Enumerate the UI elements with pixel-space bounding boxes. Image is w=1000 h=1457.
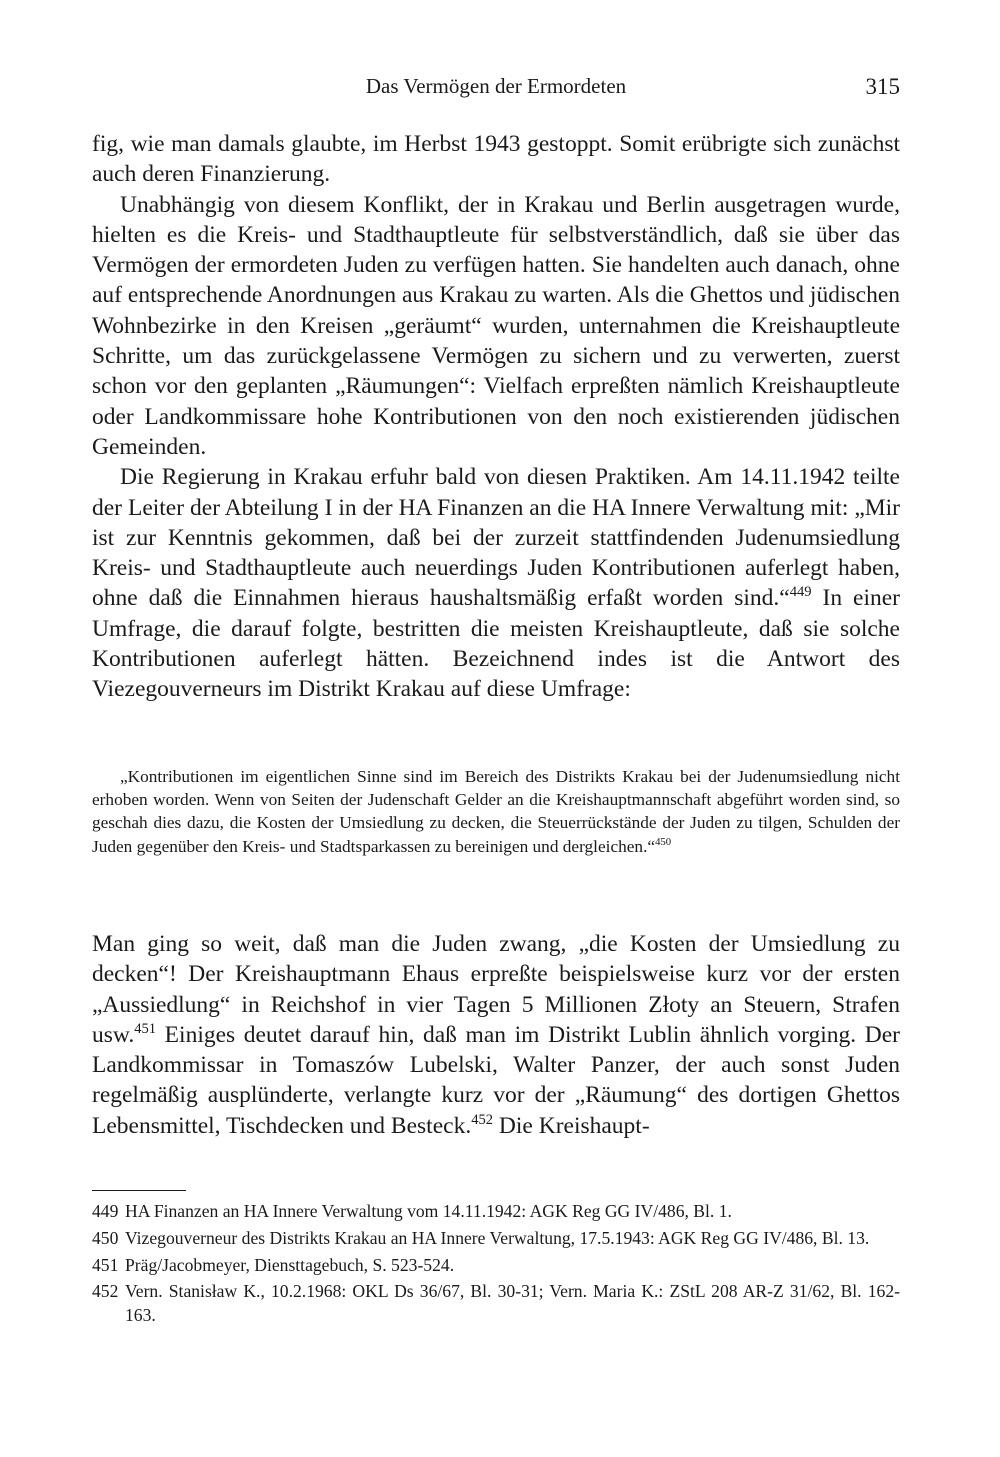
- page-header: [92, 74, 900, 104]
- footnote-ref-449: 449: [789, 584, 812, 601]
- footnote-number: 452: [92, 1281, 119, 1302]
- page-number: 315: [865, 74, 900, 99]
- paragraph-text-part: Man ging so weit, daß man die Juden zwang, „die Kosten der Umsiedlung zu decken“! Der Kreishauptmann Ehaus erpreßte beispielsweise kurz vor der ersten „Aussiedlung“ in Reichshof in vier Tagen 5 Millionen Złoty an Steuern, Strafen usw.: [92, 931, 900, 1048]
- footnotes: [92, 1200, 900, 1331]
- paragraph-text-part: Die Regierung in Krakau erfuhr bald von diesen Praktiken. Am 14.11.1942 teilte der Leiter der Abteilung I in der HA Finanzen an die HA Innere Verwaltung mit: „Mir ist zur Kenntnis gekommen, daß bei der zurzeit stattfindenden Judenumsiedlung Kreis- und Stadthauptleute auch neuerdings Juden Kontributionen auferlegt haben, ohne daß die Einnahmen hieraus haushaltsmäßig erfaßt worden sind.“: [92, 464, 900, 612]
- footnote-ref-452: 452: [471, 1111, 494, 1128]
- footnote-divider: [92, 1190, 186, 1191]
- footnote-text: Vizegouverneur des Distrikts Krakau an HA Innere Verwaltung, 17.5.1943: AGK Reg GG IV/486, Bl. 13.: [125, 1227, 870, 1248]
- block-quote: [92, 765, 900, 858]
- paragraph-text-part: In einer Umfrage, die darauf folgte, bestritten die meisten Kreishauptleute, daß sie solche Kontributionen auferlegt hätten. Bezeichnend indes ist die Antwort des Viezegouverneurs im Distrikt Krakau auf diese Umfrage:: [92, 585, 900, 703]
- footnote-ref-450: 450: [655, 835, 672, 848]
- footnote-number: 449: [92, 1201, 119, 1221]
- footnote-ref-451: 451: [134, 1021, 157, 1038]
- footnote-449: [92, 1200, 900, 1224]
- paragraph-krakau-government: [92, 462, 900, 704]
- footnote-452: [92, 1280, 900, 1328]
- paragraph-conflict: Unabhängig von diesem Konflikt, der in Krakau und Berlin ausgetragen wurde, hielten es die Kreis- und Stadthauptleute für selbstverständlich, daß sie über das Vermögen der ermordeten Juden zu verfügen hatten. Sie handelten auch danach, ohne auf entsprechende Anordnungen aus Krakau zu warten. Als die Ghettos und jüdischen Wohnbezirke in den Kreisen „geräumt“ wurden, unternahmen die Kreishauptleute Schritte, um das zurückgelassene Vermögen zu sichern und zu verwerten, zuerst schon vor den geplanten „Räumungen“: Vielfach erpreßten nämlich Kreishauptleute oder Landkommissare hohe Kontributionen von den noch existierenden jüdischen Gemeinden.: [92, 191, 900, 460]
- footnote-450: [92, 1227, 900, 1251]
- main-text-block-2: [92, 929, 900, 1141]
- quote-body: „Kontributionen im eigentlichen Sinne sind im Bereich des Distrikts Krakau bei der Judenumsiedlung nicht erhoben worden. Wenn von Seiten der Judenschaft Gelder an die Kreishauptmannschaft abgeführt worden sind, so geschah dies dazu, die Kosten der Umsiedlung zu decken, die Steuerrückstände der Juden zu tilgen, Schulden der Juden gegenüber den Kreis- und Stadtsparkassen zu bereinigen und dergleichen.“: [92, 767, 900, 856]
- paragraph-text-part: Einiges deutet darauf hin, daß man im Distrikt Lublin ähnlich vorging. Der Landkommissar in Tomaszów Lubelski, Walter Panzer, der auch sonst Juden regelmäßig ausplünderte, verlangte kurz vor der „Räumung“ des dortigen Ghettos Lebensmittel, Tischdecken und Besteck.: [92, 1021, 900, 1139]
- main-text-block-1: [92, 129, 900, 705]
- footnote-text: Vern. Stanisław K., 10.2.1968: OKL Ds 36/67, Bl. 30-31; Vern. Maria K.: ZStL 208 AR-Z 31/62, Bl. 162-163.: [125, 1281, 900, 1326]
- paragraph-text-part: Die Kreishaupt-: [493, 1112, 650, 1139]
- paragraph-continuation: fig, wie man damals glaubte, im Herbst 1943 gestoppt. Somit erübrigte sich zunächst auch deren Finanzierung.: [92, 131, 900, 188]
- footnote-451: [92, 1254, 900, 1278]
- quote-text: [92, 765, 900, 858]
- footnote-text: HA Finanzen an HA Innere Verwaltung vom 14.11.1942: AGK Reg GG IV/486, Bl. 1.: [125, 1201, 732, 1221]
- footnote-number: 450: [92, 1227, 119, 1248]
- paragraph-extortion: [92, 929, 900, 1141]
- running-head: Das Vermögen der Ermordeten: [365, 74, 627, 98]
- footnote-number: 451: [92, 1254, 119, 1275]
- footnote-text: Präg/Jacobmeyer, Diensttagebuch, S. 523-524.: [125, 1254, 455, 1275]
